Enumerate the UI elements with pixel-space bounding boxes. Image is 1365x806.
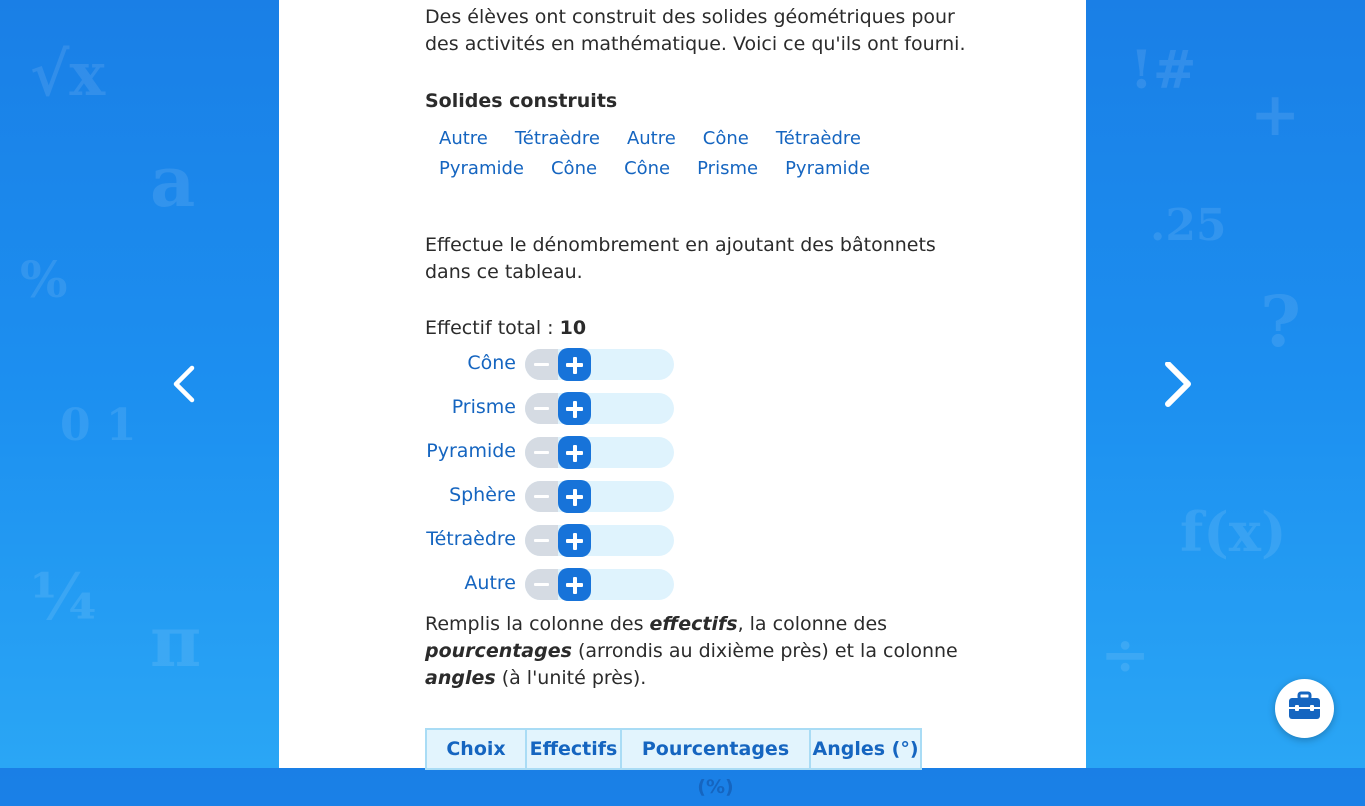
solids-heading: Solides construits <box>425 90 618 112</box>
tally-label: Pyramide <box>426 440 516 462</box>
frequency-table-header <box>425 728 922 798</box>
minus-button[interactable] <box>525 349 558 380</box>
plus-button[interactable] <box>558 568 591 601</box>
instruction-emphasis: angles <box>425 667 496 689</box>
instruction-emphasis: effectifs <box>649 613 738 635</box>
solid-item: Pyramide <box>439 157 524 179</box>
tally-row-sphere <box>279 480 679 512</box>
solid-item: Autre <box>626 127 676 149</box>
chevron-right-icon <box>1160 362 1200 408</box>
plus-button[interactable] <box>558 436 591 469</box>
previous-page-button[interactable] <box>165 362 205 408</box>
instruction-text: (à l'unité près). <box>495 667 647 689</box>
plus-button[interactable] <box>558 480 591 513</box>
column-header-pourcentages: Pourcentages (%) <box>622 730 811 768</box>
instruction-text: , la colonne des <box>737 613 888 635</box>
minus-button[interactable] <box>525 437 558 468</box>
instruction-text: (arrondis au dixième près) et la colonne <box>571 640 958 662</box>
solids-list <box>439 123 879 183</box>
tally-row-pyramide <box>279 436 679 468</box>
tally-label: Tétraèdre <box>426 528 516 550</box>
total-value: 10 <box>559 317 587 339</box>
toolbox-icon <box>1275 679 1334 738</box>
next-page-button[interactable] <box>1160 362 1200 408</box>
instruction-emphasis: pourcentages <box>425 640 572 662</box>
exercise-card <box>279 0 1086 798</box>
chevron-left-icon <box>165 362 205 408</box>
solid-item: Cône <box>702 127 749 149</box>
column-header-angles: Angles (°) <box>812 738 919 760</box>
intro-text: Des élèves ont construit des solides géométriques pour des activités en mathématique. Voici ce qu'ils ont fourni. <box>425 6 966 55</box>
tally-label: Prisme <box>451 396 516 418</box>
minus-button[interactable] <box>525 393 558 424</box>
tally-row-prisme <box>279 392 679 424</box>
tally-row-autre <box>279 568 679 600</box>
tally-label: Sphère <box>449 484 516 506</box>
column-header-effectifs: Effectifs <box>527 730 622 768</box>
tally-label: Cône <box>467 352 516 374</box>
minus-button[interactable] <box>525 481 558 512</box>
solid-item: Pyramide <box>785 157 871 179</box>
solid-item: Tétraèdre <box>775 127 861 149</box>
column-header-choix: Choix <box>427 730 527 768</box>
total-count <box>425 315 586 342</box>
tally-row-cone <box>279 348 679 380</box>
solid-item: Autre <box>439 127 488 149</box>
math-background-pattern: √x a % 0 1 ¼ π !# + .25 ? f(x) ÷ <box>20 40 1302 690</box>
tally-label: Autre <box>464 572 516 594</box>
toolbox-button[interactable] <box>1275 679 1334 738</box>
plus-button[interactable] <box>558 524 591 557</box>
solid-item: Prisme <box>697 157 759 179</box>
instruction-text: Remplis la colonne des <box>425 613 650 635</box>
plus-button[interactable] <box>558 348 591 381</box>
solid-item: Cône <box>550 157 598 179</box>
solids-row <box>439 153 879 183</box>
tally-instruction: Effectue le dénombrement en ajoutant des bâtonnets dans ce tableau. <box>425 234 936 283</box>
total-label: Effectif total : <box>425 317 560 339</box>
solids-row <box>439 123 879 153</box>
tally-row-tetraedre <box>279 524 679 556</box>
table-instruction <box>425 611 965 692</box>
minus-button[interactable] <box>525 525 558 556</box>
solid-item: Cône <box>624 157 671 179</box>
solid-item: Tétraèdre <box>514 127 600 149</box>
plus-button[interactable] <box>558 392 591 425</box>
minus-button[interactable] <box>525 569 558 600</box>
